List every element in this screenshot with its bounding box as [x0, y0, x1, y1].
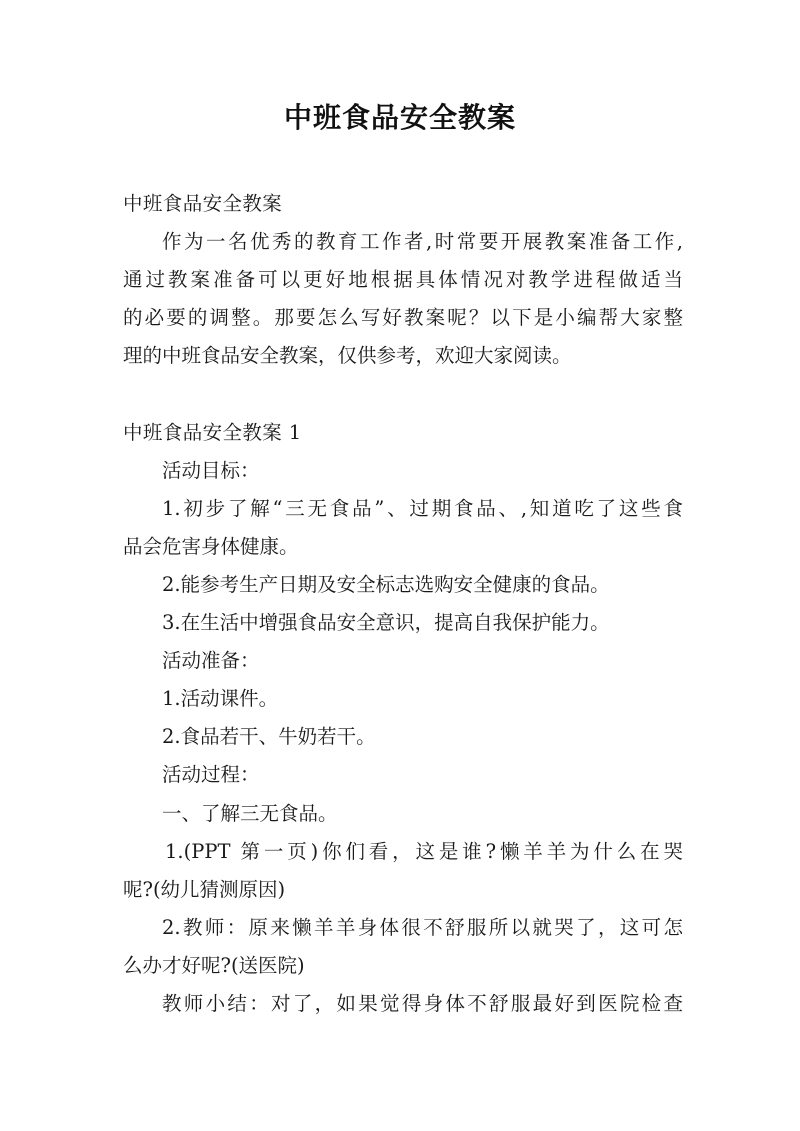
paragraph-gap	[123, 375, 683, 413]
process-label: 活动过程：	[162, 763, 260, 787]
prep-item: 1.活动课件。	[162, 687, 279, 711]
goal-item: 1.初步了解“三无食品”、过期食品、,知道吃了这些食	[162, 496, 683, 520]
summary-line: 教师小结：对了，如果觉得身体不舒服最好到医院检查	[162, 991, 683, 1015]
section-heading: 中班食品安全教案 1	[123, 420, 302, 444]
step-heading: 一、了解三无食品。	[162, 801, 338, 825]
goal-item: 2.能参考生产日期及安全标志选购安全健康的食品。	[162, 572, 610, 596]
prep-item: 2.食品若干、牛奶若干。	[162, 725, 376, 749]
goal-item: 3.在生活中增强食品安全意识，提高自我保护能力。	[162, 611, 610, 635]
goal-item-continued: 品会危害身体健康。	[123, 534, 299, 558]
intro-paragraph-line: 通过教案准备可以更好地根据具体情况对教学进程做适当	[123, 268, 683, 292]
step-item-continued: 么办才好呢?(送医院)	[123, 953, 305, 977]
prep-label: 活动准备：	[162, 649, 260, 673]
intro-paragraph-line: 理的中班食品安全教案，仅供参考，欢迎大家阅读。	[123, 344, 572, 368]
step-item-continued: 呢?(幼儿猜测原因)	[123, 877, 286, 901]
goals-label: 活动目标：	[162, 458, 260, 482]
step-item: 2.教师：原来懒羊羊身体很不舒服所以就哭了，这可怎	[162, 915, 683, 939]
intro-heading: 中班食品安全教案	[123, 192, 283, 215]
intro-paragraph-line: 的必要的调整。那要怎么写好教案呢？以下是小编帮大家整	[123, 306, 683, 330]
document-title: 中班食品安全教案	[283, 101, 516, 134]
document-body	[123, 185, 683, 1023]
step-item: 1.(PPT 第一页)你们看，这是谁?懒羊羊为什么在哭	[165, 839, 683, 863]
intro-paragraph-line: 作为一名优秀的教育工作者,时常要开展教案准备工作,	[162, 230, 683, 254]
